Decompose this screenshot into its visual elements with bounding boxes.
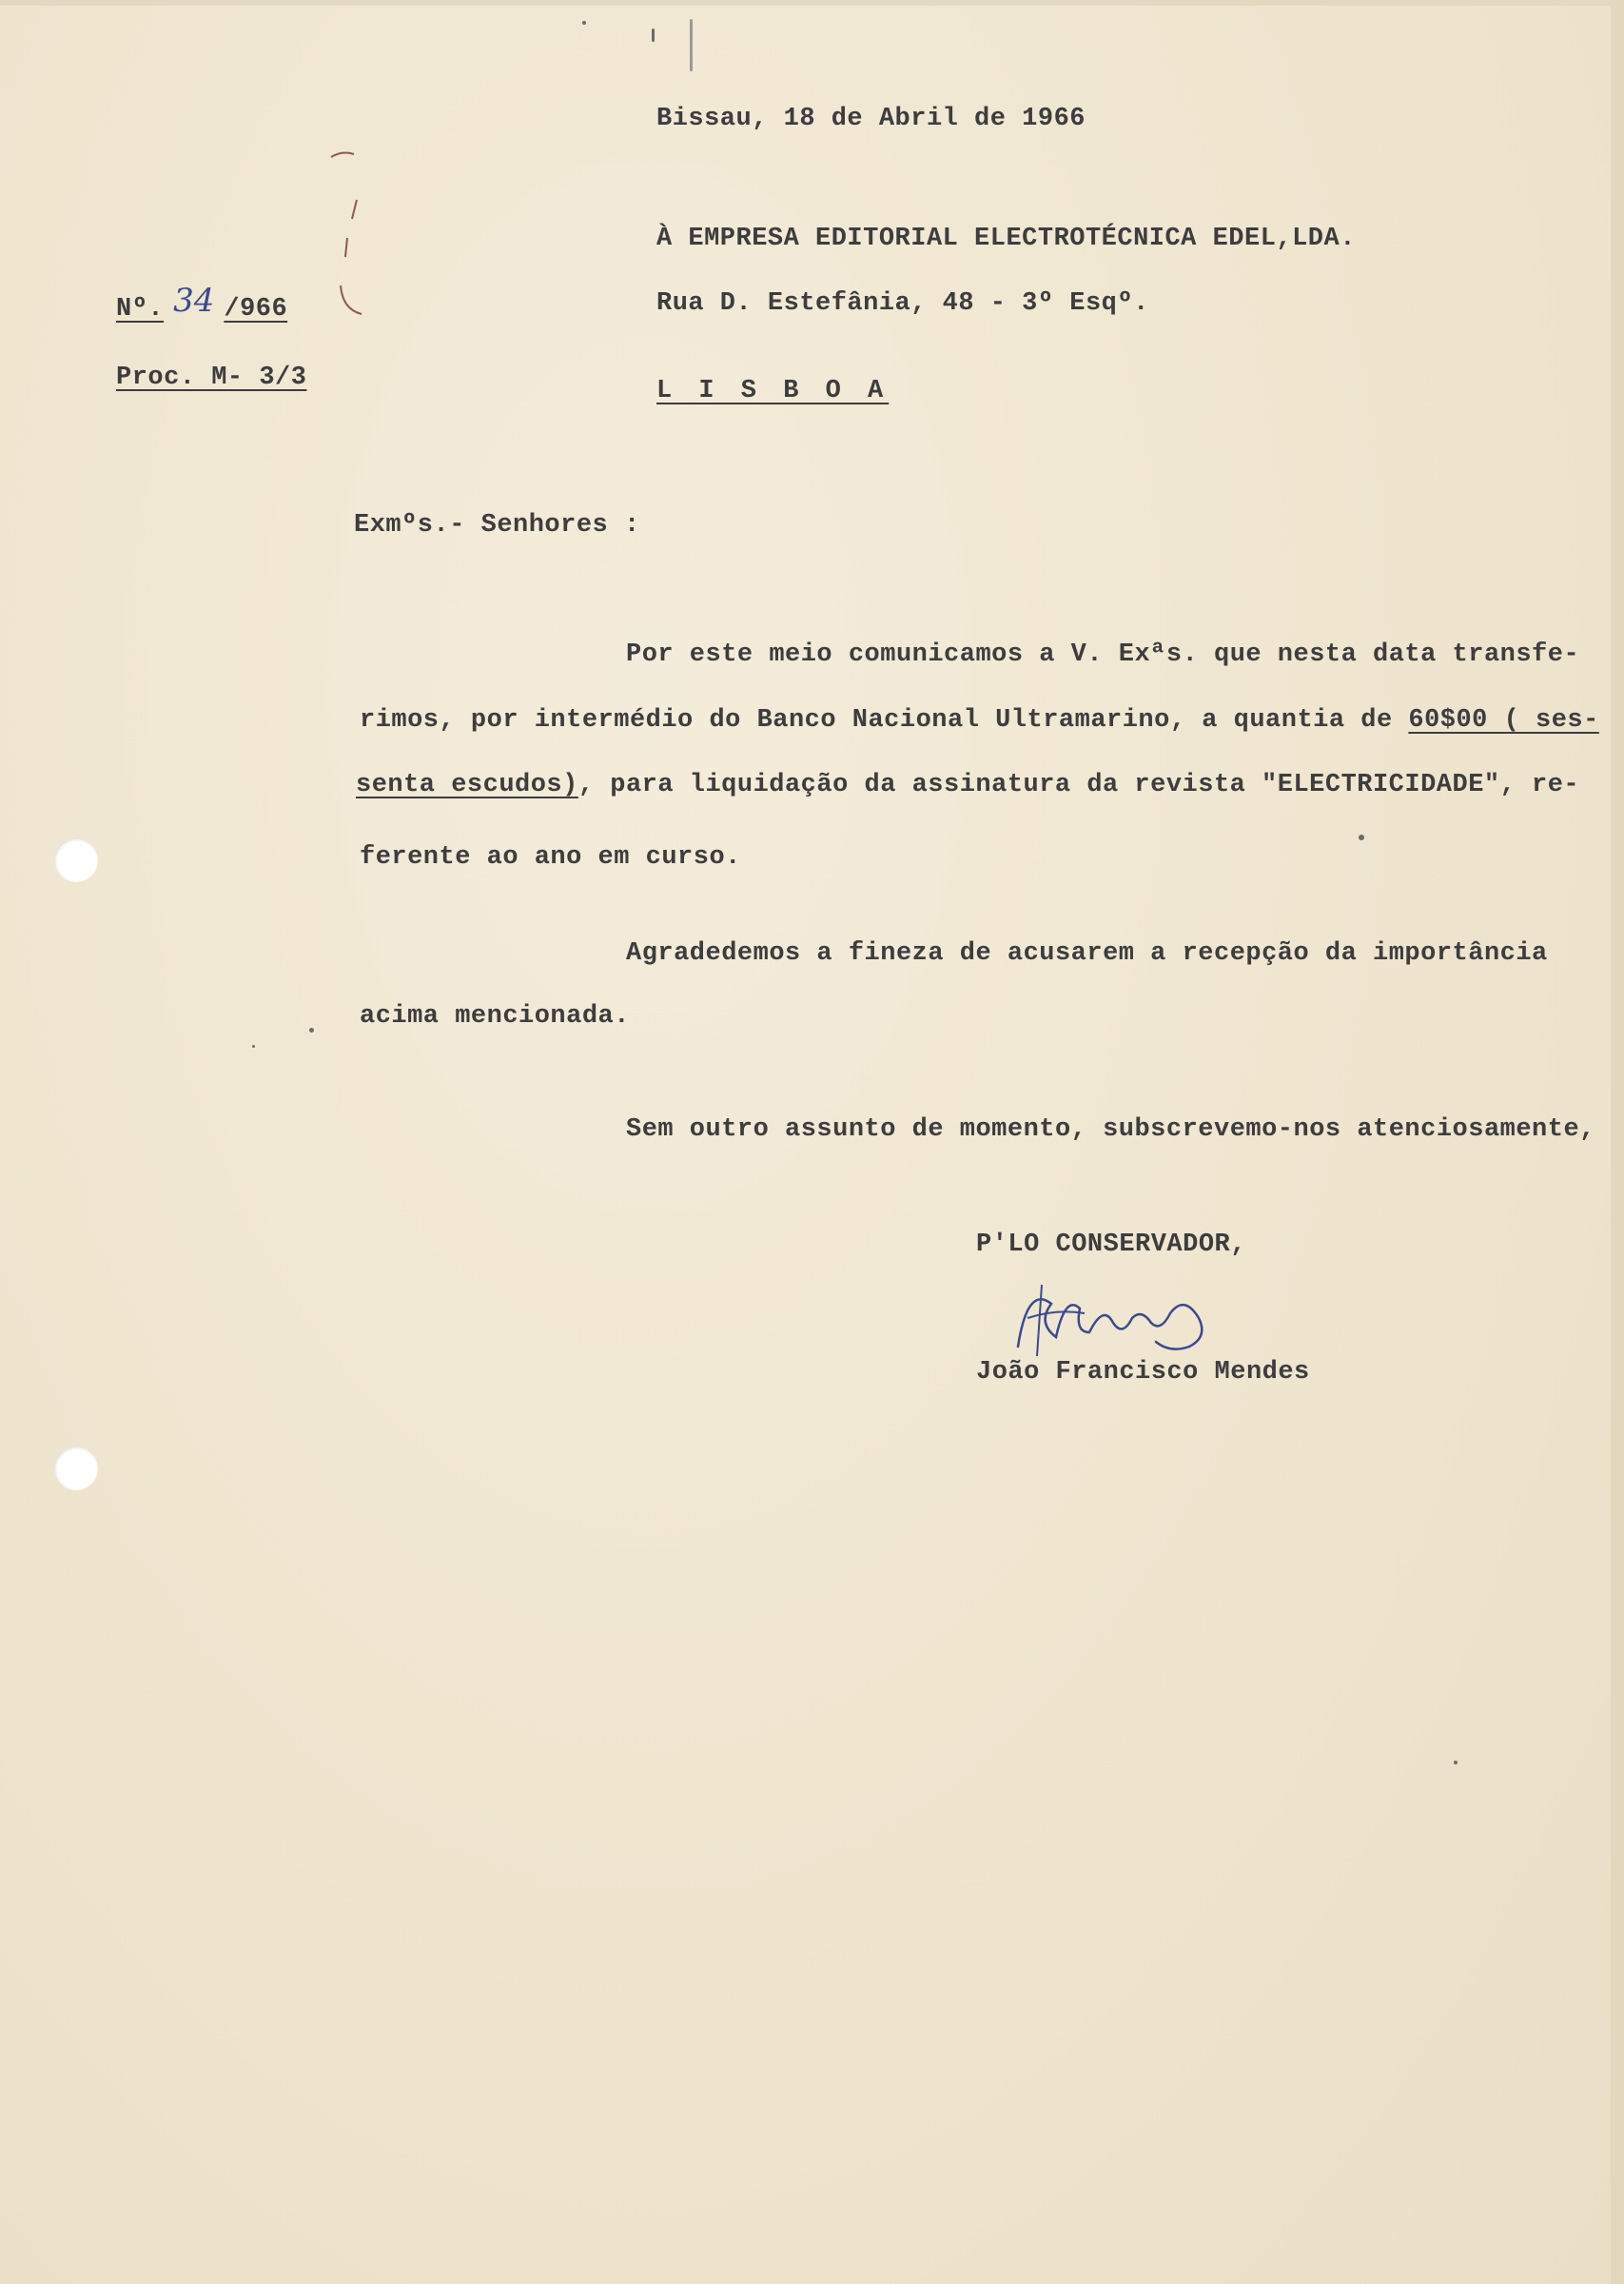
process-number: Proc. M- 3/3: [116, 364, 307, 392]
punch-hole-bottom: [54, 1447, 98, 1490]
paragraph-2-line-1: Agradedemos a fineza de acusarem a recepção da importância: [626, 939, 1548, 968]
salutation: Exmºs.- Senhores :: [354, 511, 640, 540]
recipient-street: Rua D. Estefânia, 48 - 3º Esqº.: [656, 289, 1149, 318]
recipient-company: À EMPRESA EDITORIAL ELECTROTÉCNICA EDEL,LDA.: [656, 225, 1356, 253]
paragraph-2-line-2: acima mencionada.: [360, 1002, 630, 1031]
paragraph-1-line-3: [356, 771, 1579, 799]
recipient-city: L I S B O A: [656, 377, 890, 405]
paragraph-1-line-1: Por este meio comunicamos a V. Exªs. que nesta data transfe-: [626, 640, 1580, 669]
paragraph-3-line-1: Sem outro assunto de momento, subscrevemo-nos atenciosamente,: [626, 1115, 1595, 1144]
speck: [1454, 1761, 1458, 1764]
place-date: Bissau, 18 de Abril de 1966: [656, 105, 1086, 133]
on-behalf-line: P'LO CONSERVADOR,: [976, 1231, 1246, 1259]
handwritten-signature: [999, 1266, 1246, 1370]
speck: [582, 21, 586, 25]
amount-in-words: senta escudos): [356, 771, 578, 799]
speck: [252, 1045, 255, 1048]
speck: [652, 29, 655, 42]
speck: [309, 1028, 314, 1033]
reference-number-handwritten: 34: [173, 282, 215, 320]
speck: [1359, 835, 1364, 840]
amount: 60$00 ( ses-: [1408, 706, 1599, 735]
reference-number-suffix: /966: [224, 295, 288, 324]
speck: [690, 19, 693, 71]
reference-number-prefix: Nº.: [116, 295, 165, 324]
punch-hole-top: [54, 838, 98, 882]
paragraph-1-line-2: [360, 706, 1599, 735]
top-paper-edge: [0, 0, 1624, 6]
paragraph-1-line-4: ferente ao ano em curso.: [360, 843, 741, 872]
paragraph-1-line-3-text: , para liquidação da assinatura da revista "ELECTRICIDADE", re-: [577, 771, 1580, 799]
signature-name: João Francisco Mendes: [976, 1358, 1310, 1387]
right-paper-edge: [1611, 0, 1624, 2284]
paragraph-1-line-2-text: rimos, por intermédio do Banco Nacional Ultramarino, a quantia de: [360, 706, 1409, 735]
reference-number: [116, 282, 288, 324]
pencil-mark: [314, 143, 371, 333]
